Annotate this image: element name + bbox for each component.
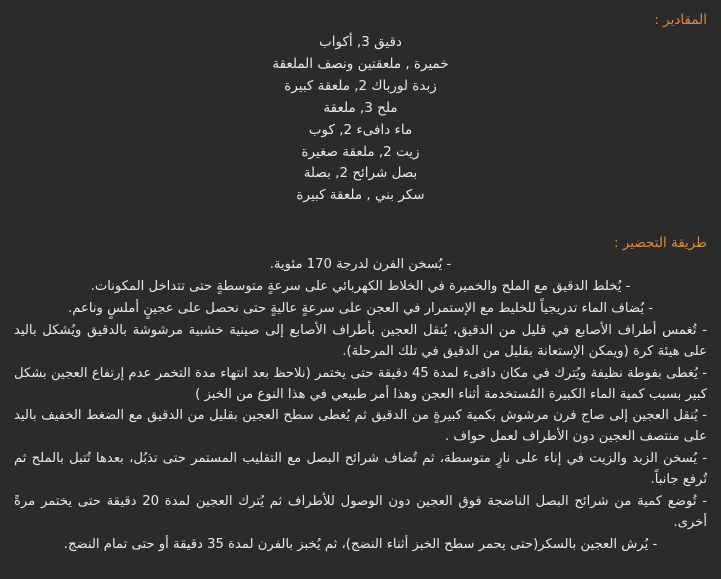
list-item: دقيق 3, أكواب	[319, 34, 402, 51]
list-item: بصل شرائح 2, بصلة	[303, 165, 418, 182]
list-item: - يُخلط الدقيق مع الملح والخميرة في الخلاط الكهربائي على سرعةٍ متوسطةٍ حتى تتداخل المكونات.	[90, 279, 631, 295]
ingredients-heading: المقادير :	[654, 12, 707, 28]
list-item: - يُرش العجين بالسكر(حتى يحمر سطح الخبز أثناء النضج)، ثم يُخبز بالفرن لمدة 35 دقيقة أو حتى تمام النضج.	[63, 536, 658, 552]
list-item: ماء دافىء 2, كوب	[308, 121, 413, 138]
list-item: ملح 3, ملعقة	[323, 99, 398, 116]
section-spacer	[14, 207, 707, 233]
method-steps-list	[14, 255, 707, 555]
list-item: زيت 2, ملعقة صغيرة	[301, 143, 420, 160]
list-item: - تُوضع كمية من شرائح البصل الناضجة فوق العجين دون الوصول للأطراف ثم يُترك العجين لمدة 20 دقيقة حتى يختمر مرةً أخرى.	[14, 493, 707, 530]
list-item: سكر بني , ملعقة كبيرة	[296, 187, 425, 204]
method-heading: طريقة التحضير :	[613, 235, 707, 252]
list-item: - تُغمس أطراف الأصابع في قليل من الدقيق، يُنقل العجين بأطراف الأصابع إلى صينية خشبية مرشوشة بالدقيق ويُشكل باليد على هيئة كرة (ويمكن الإستعانة بقليل من الدقيق في تلك المرحلة).	[14, 322, 707, 359]
list-item: زبدة لورباك 2, ملعقة كبيرة	[284, 77, 437, 94]
list-item: - يُسخن الزبد والزيت في إناء على نارٍ متوسطة، ثم تُضاف شرائح البصل مع التقليب المستمر حتى تذبُل، بعدها تُتبل بالملح ثم تُرفع جانباً.	[14, 451, 707, 487]
list-item: - يُضاف الماء تدريجياً للخليط مع الإستمرار في العجن على سرعةٍ عاليةٍ حتى نحصل على عجينٍ أملسٍ وناعم.	[68, 301, 653, 317]
list-item: - يُغطى بفوطة نظيفة ويُترك في مكان دافىء لمدة 45 دقيقة حتى يختمر (نلاحظ بعد انتهاء مدة التخمر عدم إرتفاع العجين بشكل كبير بسبب كمية الماء الكبيرة المُستخدمة أثناء العجن وهذا أمر طبيعي في هذا النوع من الخبز )	[14, 365, 707, 402]
list-item: - يُسخن الفرن لدرجة 170 مئوية.	[269, 257, 452, 273]
list-item: - يُنقل العجين إلى صاج فرن مرشوش بكمية كبيرةٍ من الدقيق ثم يُغطى سطح العجين بقليل من الدقيق مع الضغط الخفيف باليد على منتصف العجين دون الأطراف لعمل حواف .	[14, 408, 707, 445]
ingredients-list	[14, 32, 707, 207]
list-item: خميرة , ملعقتين ونصف الملعقة	[272, 56, 449, 73]
